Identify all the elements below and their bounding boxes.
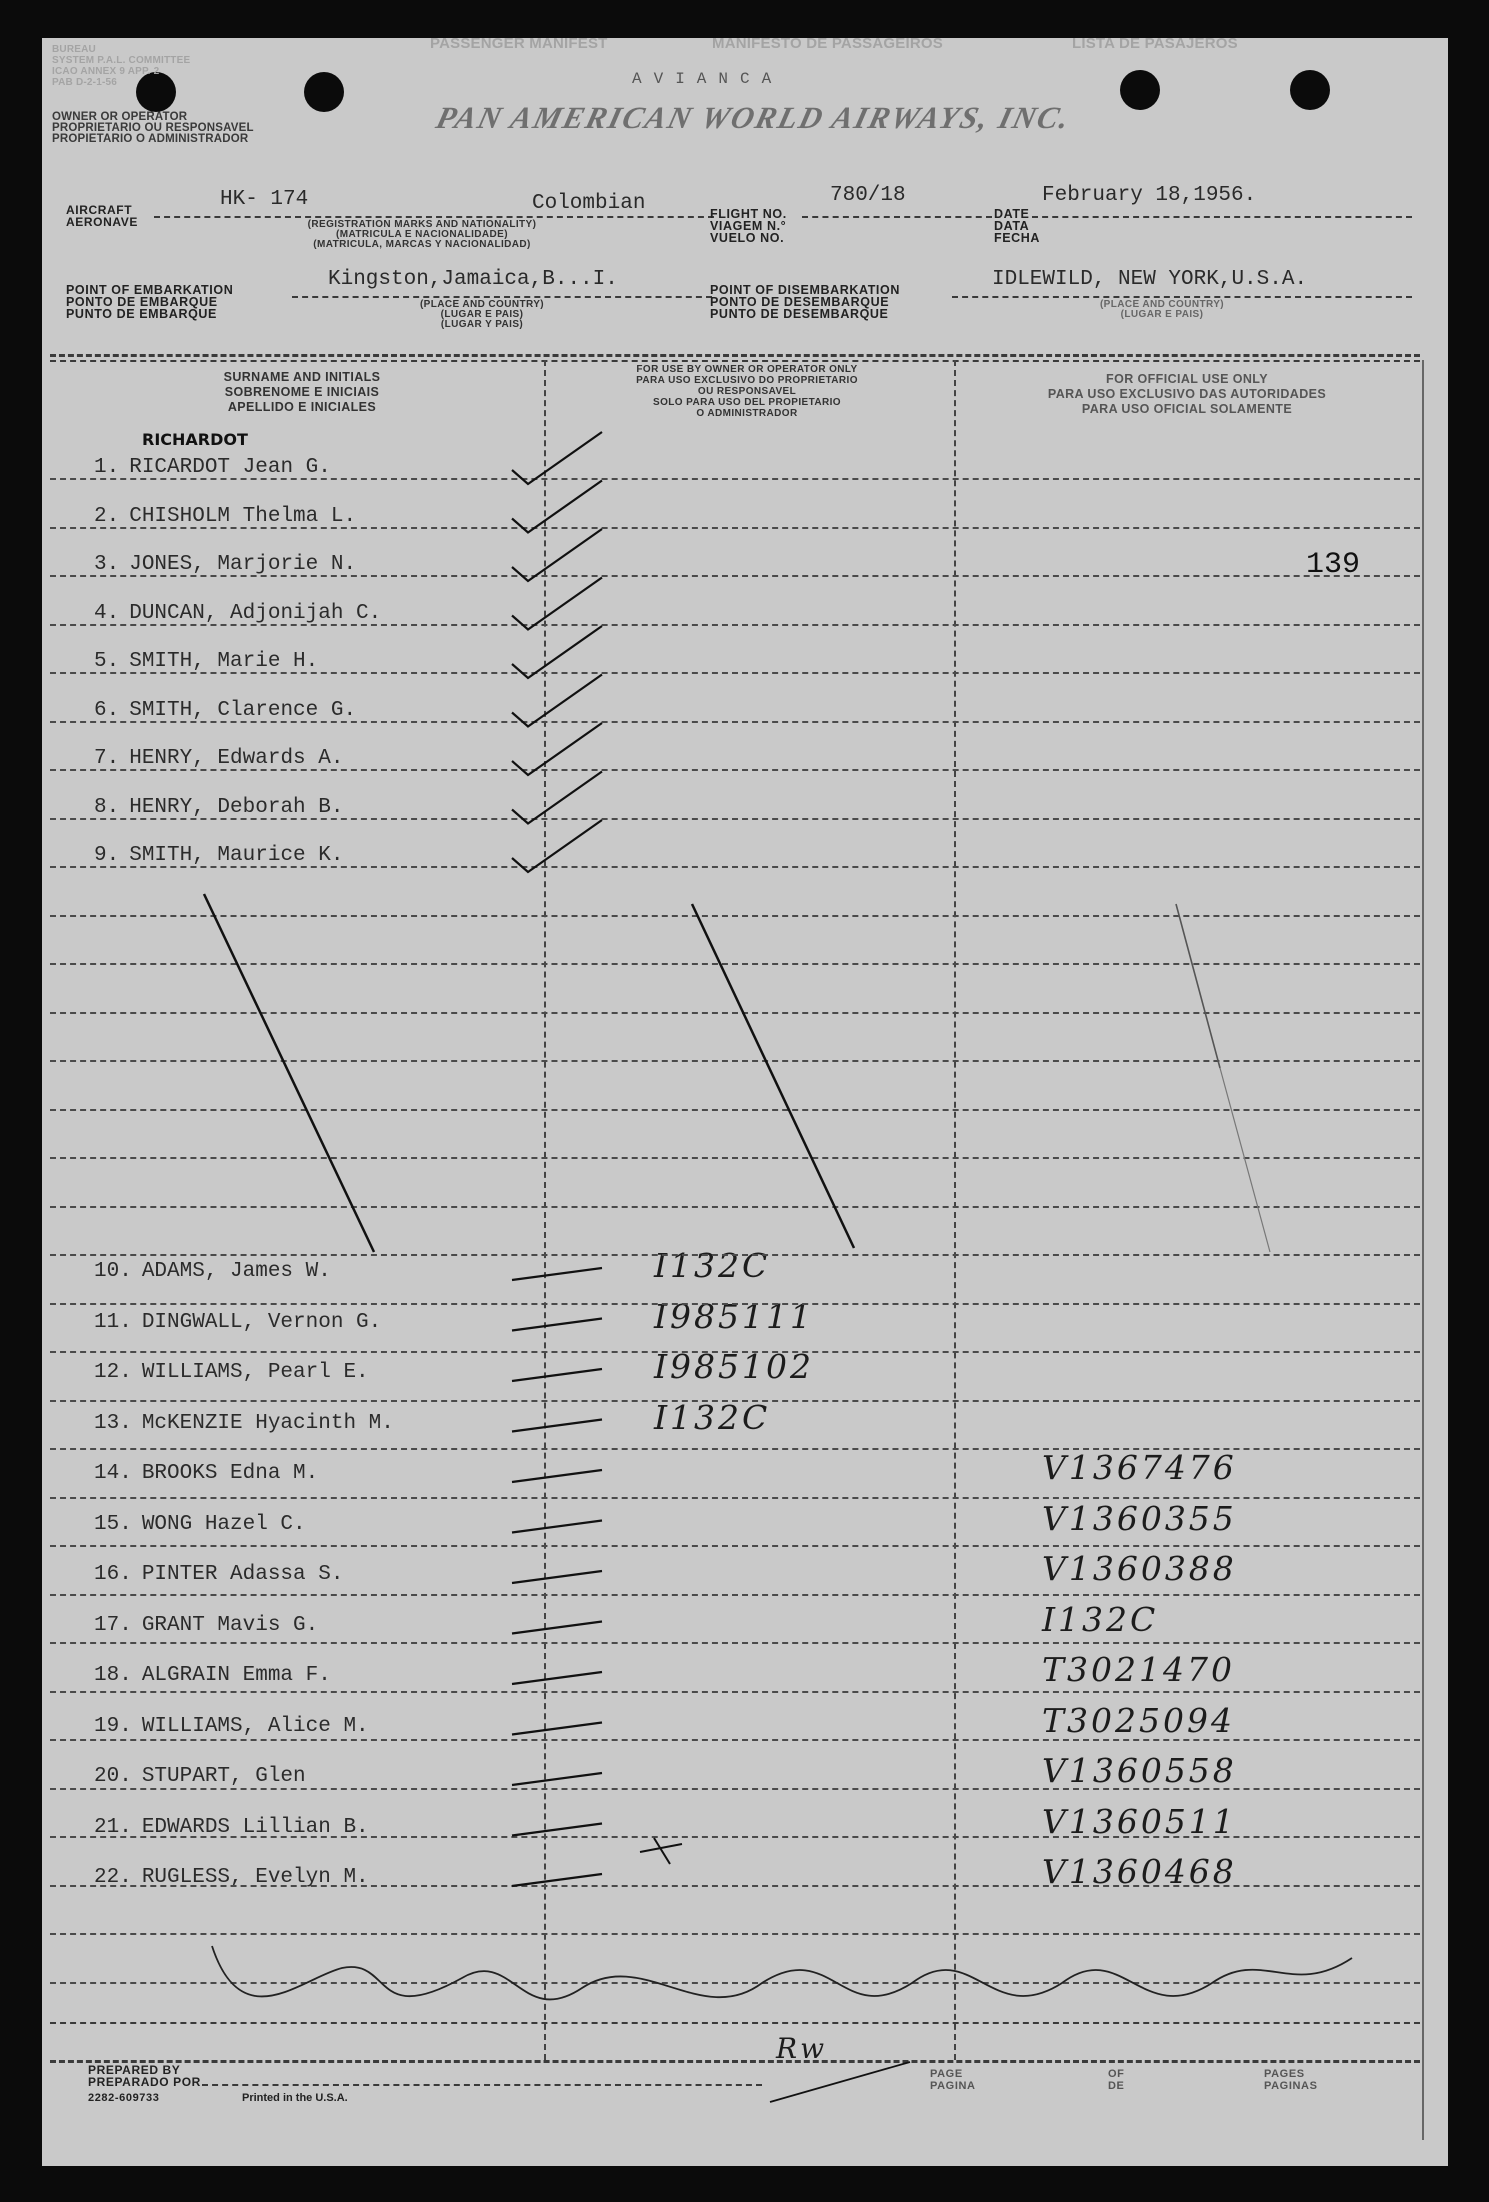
- place-caption-right: (PLACE AND COUNTRY) (LUGAR E PAIS): [1099, 299, 1225, 320]
- operator-code: I985102: [654, 1347, 815, 1386]
- passenger-surname-initials: WILLIAMS, Alice M.: [141, 1714, 369, 1738]
- initials: Rw: [776, 2032, 828, 2065]
- passenger-surname-initials: ADAMS, James W.: [141, 1260, 331, 1283]
- date-label: DATE DATA FECHA: [994, 207, 1041, 245]
- check-mark: [512, 1773, 602, 1785]
- check-mark: [512, 1622, 602, 1634]
- check-mark: [512, 1824, 602, 1836]
- official-visa-number: I132C: [1042, 1599, 1159, 1639]
- passenger-number: 16.: [94, 1563, 132, 1586]
- page-label: PAGE PAGINA: [930, 2068, 976, 2092]
- company-name: PAN AMERICAN WORLD AIRWAYS, INC.: [432, 100, 1075, 135]
- passenger-surname-initials: STUPART, Glen: [141, 1765, 306, 1788]
- check-mark: [512, 432, 602, 484]
- official-visa-number: V1360355: [1042, 1498, 1237, 1538]
- official-visa-number: T3025094: [1042, 1700, 1235, 1740]
- official-visa-number: T3021470: [1042, 1650, 1235, 1689]
- passenger-surname-initials: ALGRAIN Emma F.: [141, 1664, 331, 1687]
- flight-label: FLIGHT NO. VIAGEM N.° VUELO NO.: [710, 207, 787, 245]
- col-operator-header: FOR USE BY OWNER OR OPERATOR ONLY PARA USO EXCLUSIVO DO PROPRIETARIO OU RESPONSAVEL SOLO PARA USO DEL PROPIETARIO O ADMINISTRADOR: [636, 364, 858, 419]
- operator-code: I985111: [654, 1296, 815, 1336]
- passenger-number: 17.: [94, 1613, 132, 1637]
- passenger-number: 3.: [94, 553, 120, 576]
- passenger-number: 4.: [94, 601, 120, 625]
- check-mark: [512, 1723, 602, 1735]
- official-visa-number: V1367476: [1042, 1448, 1237, 1487]
- check-mark: [512, 1369, 602, 1381]
- owner-operator-label: OWNER OR OPERATOR PROPRIETARIO OU RESPONSAVEL PROPIETARIO O ADMINISTRADOR: [52, 111, 254, 145]
- passenger-surname-initials: DUNCAN, Adjonijah C.: [129, 601, 382, 625]
- check-mark: [512, 1571, 602, 1583]
- passenger-number: 21.: [94, 1815, 132, 1839]
- passenger-surname-initials: RUGLESS, Evelyn M.: [141, 1866, 369, 1889]
- passenger-number: 12.: [94, 1361, 132, 1384]
- official-visa-number: V1360511: [1042, 1801, 1237, 1841]
- check-mark: [512, 820, 602, 872]
- check-mark: [512, 578, 602, 630]
- passenger-surname-initials: WONG Hazel C.: [141, 1512, 306, 1536]
- official-visa-number: V1360558: [1042, 1751, 1237, 1790]
- date-value: February 18,1956.: [1042, 184, 1257, 207]
- passenger-number: 15.: [94, 1512, 132, 1536]
- check-mark: [512, 723, 602, 775]
- passenger-surname-initials: SMITH, Marie H.: [129, 650, 319, 673]
- closing-scribble: [212, 1946, 1352, 1999]
- operator-code: I132C: [654, 1397, 771, 1437]
- passenger-surname-initials: JONES, Marjorie N.: [129, 553, 357, 576]
- disembark-label: POINT OF DISEMBARKATION PONTO DE DESEMBARQUE PUNTO DE DESEMBARQUE: [710, 283, 900, 321]
- check-mark: [512, 1521, 602, 1533]
- place-caption: (PLACE AND COUNTRY) (LUGAR E PAIS) (LUGAR Y PAIS): [419, 299, 545, 330]
- flight-value: 780/18: [830, 184, 906, 207]
- cross-mark: [640, 1838, 682, 1864]
- name-correction: RICHARDOT: [142, 430, 248, 449]
- header-title-es: LISTA DE PASAJEROS: [1072, 35, 1238, 52]
- passenger-surname-initials: HENRY, Deborah B.: [129, 795, 344, 819]
- passenger-surname-initials: WILLIAMS, Pearl E.: [141, 1361, 369, 1384]
- check-mark: [512, 626, 602, 678]
- avianca-header: AVIANCA: [632, 70, 784, 88]
- passenger-surname-initials: SMITH, Maurice K.: [129, 844, 344, 867]
- pages-label: PAGES PAGINAS: [1264, 2068, 1318, 2092]
- passenger-surname-initials: BROOKS Edna M.: [141, 1462, 319, 1485]
- passenger-number: 5.: [94, 650, 120, 673]
- passenger-number: 18.: [94, 1664, 132, 1687]
- passenger-number: 19.: [94, 1714, 132, 1738]
- passenger-number: 10.: [94, 1260, 132, 1283]
- passenger-number: 11.: [94, 1310, 132, 1334]
- pen-marks: [42, 35, 1448, 2166]
- void-stroke: [1220, 1068, 1270, 1252]
- void-stroke: [204, 894, 374, 1252]
- passenger-number: 2.: [94, 504, 120, 528]
- check-mark: [512, 1319, 602, 1331]
- embark-label: POINT OF EMBARKATION PONTO DE EMBARQUE PUNTO DE EMBARQUE: [66, 283, 234, 321]
- official-visa-number: V1360388: [1042, 1549, 1237, 1588]
- passenger-number: 8.: [94, 795, 120, 819]
- nationality-value: Colombian: [532, 192, 646, 215]
- printed-in-usa: Printed in the U.S.A.: [242, 2092, 348, 2104]
- col-surname-header: SURNAME AND INITIALS SOBRENOME E INICIAIS APELLIDO E INICIALES: [223, 370, 381, 414]
- passenger-number: 7.: [94, 747, 120, 770]
- passenger-surname-initials: McKENZIE Hyacinth M.: [141, 1411, 394, 1435]
- header-title-en: PASSENGER MANIFEST: [430, 35, 608, 52]
- check-mark: [512, 1268, 602, 1280]
- passenger-surname-initials: HENRY, Edwards A.: [129, 747, 344, 770]
- manifest-page: [42, 35, 1448, 2166]
- void-stroke: [1176, 904, 1220, 1068]
- form-bureau-code: BUREAU SYSTEM P.A.L. COMMITTEE ICAO ANNEX 9 APP. 2 PAB D-2-1-56: [52, 44, 191, 88]
- passenger-surname-initials: PINTER Adassa S.: [141, 1563, 344, 1586]
- check-mark: [512, 1470, 602, 1482]
- embark-value: Kingston,Jamaica,B...I.: [328, 268, 618, 291]
- check-mark: [512, 1672, 602, 1684]
- registration-caption: (REGISTRATION MARKS AND NATIONALITY) (MATRICULA E NACIONALIDADE) (MATRICULA, MARCAS Y NACIONALIDAD): [307, 219, 537, 250]
- passenger-number: 20.: [94, 1765, 132, 1788]
- check-mark: [512, 529, 602, 581]
- passenger-surname-initials: DINGWALL, Vernon G.: [141, 1310, 382, 1334]
- passenger-surname-initials: EDWARDS Lillian B.: [141, 1815, 369, 1839]
- of-label: OF DE: [1108, 2068, 1125, 2092]
- passenger-surname-initials: SMITH, Clarence G.: [129, 698, 357, 722]
- check-mark: [512, 481, 602, 533]
- prepared-by-label: PREPARED BY PREPARADO POR: [88, 2063, 201, 2089]
- check-mark: [512, 772, 602, 824]
- disembark-value: IDLEWILD, NEW YORK,U.S.A.: [992, 268, 1308, 291]
- passenger-number: 13.: [94, 1411, 132, 1435]
- header-title-pt: MANIFESTO DE PASSAGEIROS: [712, 35, 943, 52]
- form-number: 2282-609733: [88, 2092, 160, 2104]
- check-mark: [512, 1420, 602, 1432]
- passenger-surname-initials: CHISHOLM Thelma L.: [129, 504, 357, 528]
- aircraft-value: HK- 174: [220, 188, 309, 211]
- check-mark: [512, 675, 602, 727]
- passenger-number: 9.: [94, 844, 120, 867]
- check-mark: [512, 1874, 602, 1886]
- passenger-surname-initials: RICARDOT Jean G.: [129, 456, 331, 479]
- passenger-surname-initials: GRANT Mavis G.: [141, 1613, 319, 1637]
- stamp-number: 139: [1306, 548, 1361, 582]
- aircraft-label: AIRCRAFT AERONAVE: [66, 203, 138, 229]
- initials-underline: [770, 2062, 910, 2102]
- official-visa-number: V1360468: [1042, 1852, 1237, 1891]
- col-official-header: FOR OFFICIAL USE ONLY PARA USO EXCLUSIVO DAS AUTORIDADES PARA USO OFICIAL SOLAMENTE: [1047, 372, 1327, 416]
- operator-code: I132C: [654, 1246, 771, 1285]
- passenger-number: 14.: [94, 1462, 132, 1485]
- void-stroke: [692, 904, 854, 1248]
- passenger-number: 22.: [94, 1866, 132, 1889]
- passenger-number: 6.: [94, 698, 120, 722]
- passenger-number: 1.: [94, 456, 120, 479]
